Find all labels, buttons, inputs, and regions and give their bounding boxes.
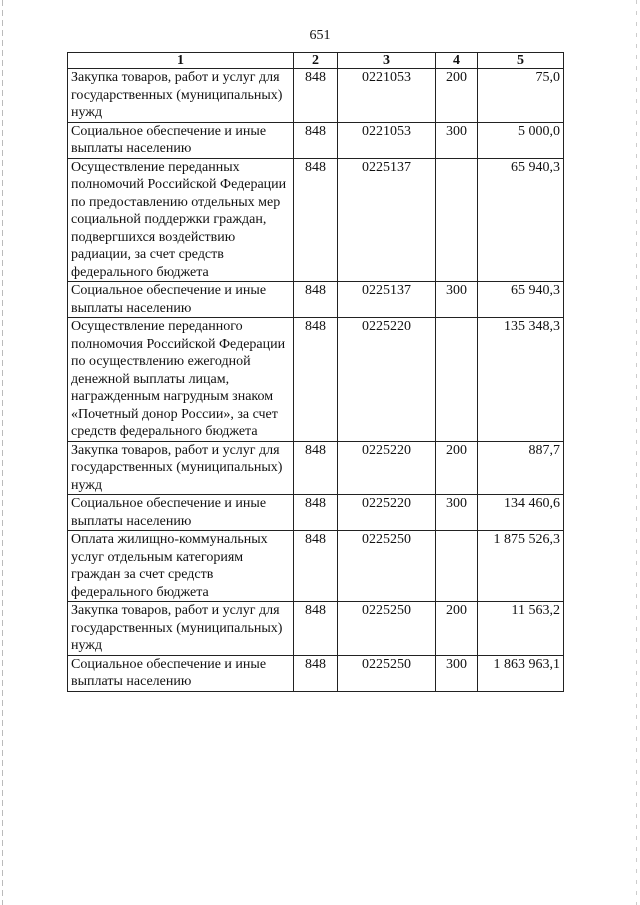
row-target-code: 0225220	[338, 441, 436, 495]
table-row	[68, 282, 564, 318]
row-expense-type: 200	[436, 441, 478, 495]
scan-edge-left	[2, 0, 3, 905]
table-row	[68, 531, 564, 602]
row-target-code: 0225250	[338, 531, 436, 602]
row-expense-type: 300	[436, 282, 478, 318]
table-row	[68, 495, 564, 531]
row-amount: 135 348,3	[478, 318, 564, 442]
row-name: Закупка товаров, работ и услуг для государственных (муниципальных) нужд	[68, 602, 294, 656]
table-row	[68, 69, 564, 123]
table-row	[68, 122, 564, 158]
row-expense-type: 300	[436, 122, 478, 158]
row-target-code: 0225250	[338, 655, 436, 691]
row-expense-type	[436, 531, 478, 602]
row-name: Оплата жилищно-коммунальных услуг отдельным категориям граждан за счет средств федерального бюджета	[68, 531, 294, 602]
row-expense-type	[436, 158, 478, 282]
row-target-code: 0225220	[338, 318, 436, 442]
row-name: Закупка товаров, работ и услуг для государственных (муниципальных) нужд	[68, 69, 294, 123]
row-ministry-code: 848	[294, 158, 338, 282]
table-row	[68, 441, 564, 495]
row-ministry-code: 848	[294, 122, 338, 158]
row-amount: 887,7	[478, 441, 564, 495]
header-col-3: 3	[338, 53, 436, 69]
row-amount: 134 460,6	[478, 495, 564, 531]
row-target-code: 0221053	[338, 122, 436, 158]
header-col-4: 4	[436, 53, 478, 69]
row-amount: 75,0	[478, 69, 564, 123]
row-name: Социальное обеспечение и иные выплаты населению	[68, 122, 294, 158]
row-target-code: 0225220	[338, 495, 436, 531]
row-ministry-code: 848	[294, 282, 338, 318]
table-header-row	[68, 53, 564, 69]
table-row	[68, 158, 564, 282]
row-expense-type	[436, 318, 478, 442]
row-amount: 65 940,3	[478, 158, 564, 282]
header-col-2: 2	[294, 53, 338, 69]
table-row	[68, 602, 564, 656]
row-ministry-code: 848	[294, 441, 338, 495]
row-name: Социальное обеспечение и иные выплаты населению	[68, 655, 294, 691]
budget-table	[67, 52, 564, 692]
header-col-1: 1	[68, 53, 294, 69]
row-name: Осуществление переданного полномочия Российской Федерации по осуществлению ежегодной денежной выплаты лицам, награжденным нагрудным знаком «Почетный донор России», за счет средств федерального бюджета	[68, 318, 294, 442]
row-expense-type: 300	[436, 655, 478, 691]
row-target-code: 0221053	[338, 69, 436, 123]
row-ministry-code: 848	[294, 602, 338, 656]
row-target-code: 0225137	[338, 158, 436, 282]
row-name: Осуществление переданных полномочий Российской Федерации по предоставлению отдельных мер социальной поддержки граждан, подвергшихся воздействию радиации, за счет средств федерального бюджета	[68, 158, 294, 282]
row-ministry-code: 848	[294, 531, 338, 602]
scan-edge-right	[636, 0, 637, 905]
row-ministry-code: 848	[294, 655, 338, 691]
table-row	[68, 318, 564, 442]
row-ministry-code: 848	[294, 495, 338, 531]
header-col-5: 5	[478, 53, 564, 69]
row-name: Социальное обеспечение и иные выплаты населению	[68, 282, 294, 318]
page-number: 651	[309, 28, 331, 43]
table-row	[68, 655, 564, 691]
row-name: Закупка товаров, работ и услуг для государственных (муниципальных) нужд	[68, 441, 294, 495]
row-expense-type: 300	[436, 495, 478, 531]
row-expense-type: 200	[436, 602, 478, 656]
row-expense-type: 200	[436, 69, 478, 123]
row-ministry-code: 848	[294, 318, 338, 442]
row-amount: 1 875 526,3	[478, 531, 564, 602]
row-amount: 1 863 963,1	[478, 655, 564, 691]
row-target-code: 0225137	[338, 282, 436, 318]
row-amount: 11 563,2	[478, 602, 564, 656]
row-name: Социальное обеспечение и иные выплаты населению	[68, 495, 294, 531]
row-ministry-code: 848	[294, 69, 338, 123]
row-amount: 65 940,3	[478, 282, 564, 318]
row-target-code: 0225250	[338, 602, 436, 656]
row-amount: 5 000,0	[478, 122, 564, 158]
